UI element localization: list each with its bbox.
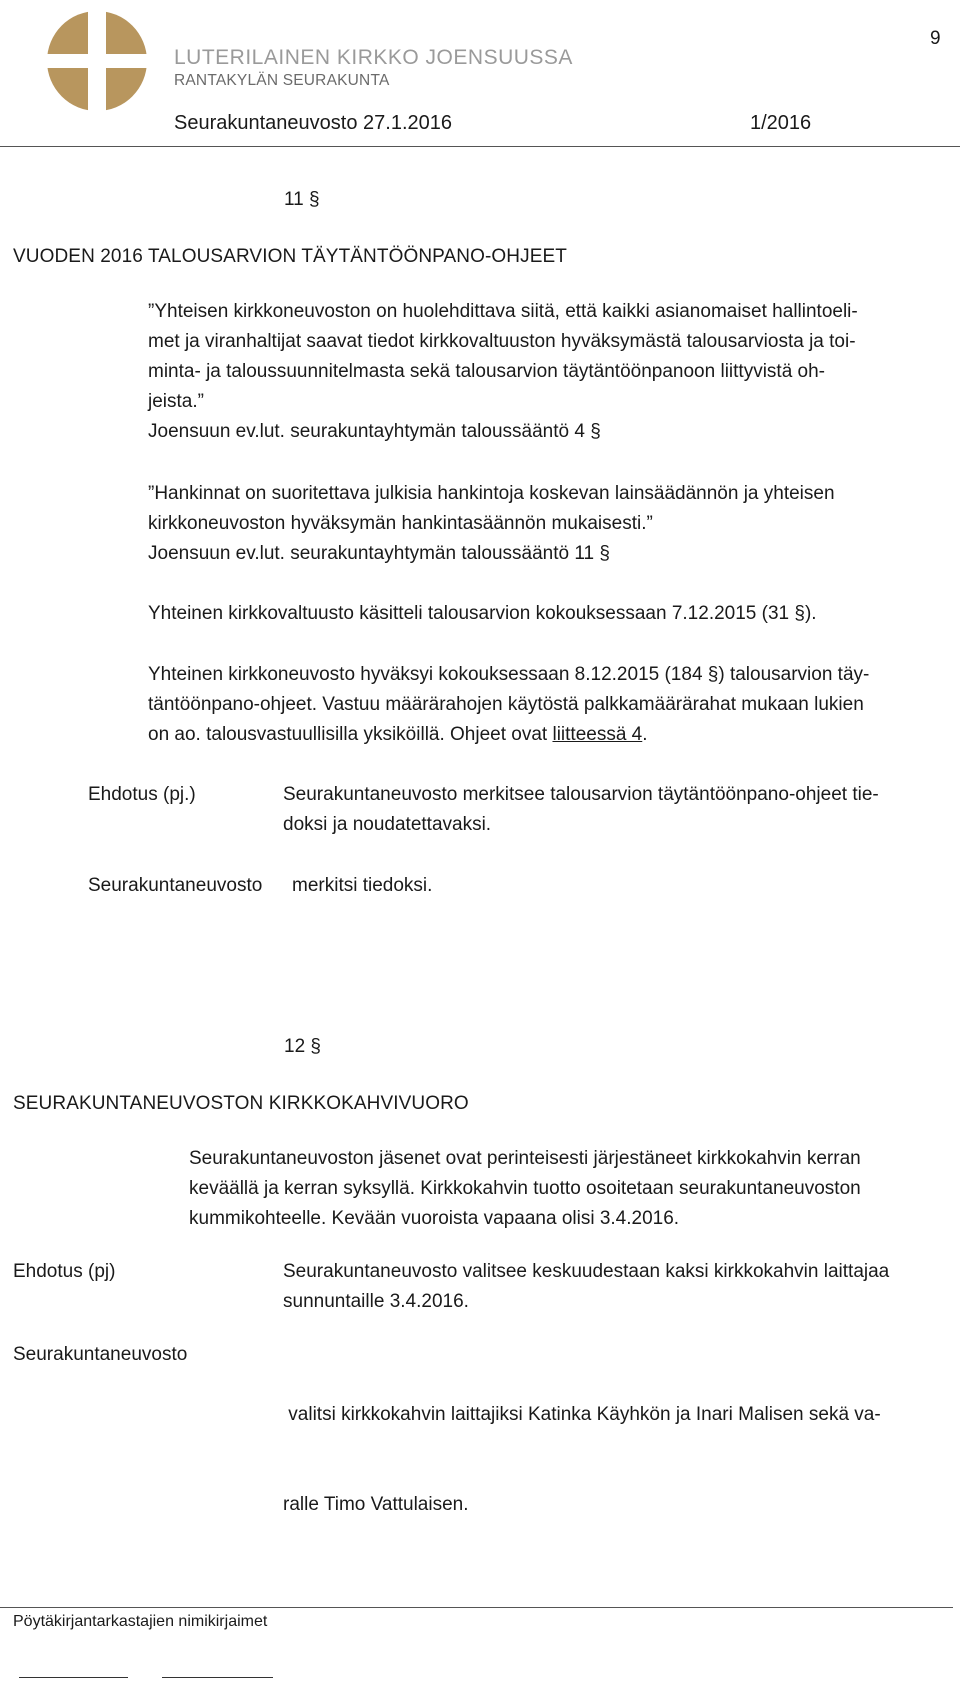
proposal-label: Ehdotus (pj.)	[88, 784, 196, 805]
text-line: täntöönpano-ohjeet. Vastuu määrärahojen käytöstä palkkamäärärahat mukaan lukien	[148, 694, 864, 715]
org-subname: RANTAKYLÄN SEURAKUNTA	[174, 72, 390, 89]
regulation-quote	[148, 297, 858, 447]
regulation-quote	[148, 479, 835, 569]
text-line: Yhteinen kirkkoneuvosto hyväksyi kokouksessaan 8.12.2015 (184 §) talousarvion täy-	[148, 664, 870, 685]
text-line: met ja viranhaltijat saavat tiedot kirkkovaltuuston hyväksymästä talousarviosta ja toi-	[148, 331, 856, 352]
text-line: valitsi kirkkokahvin laittajiksi Katinka Käyhkön ja Inari Malisen sekä va-	[283, 1404, 881, 1425]
proposal-text	[283, 1257, 889, 1317]
text-line: minta- ja taloussuunnitelmasta sekä talousarvion täytäntöönpanoon liittyvistä oh-	[148, 361, 825, 382]
section-heading: SEURAKUNTANEUVOSTON KIRKKOKAHVIVUORO	[13, 1093, 469, 1114]
parish-logo-icon	[46, 10, 148, 112]
decision-text	[283, 1340, 881, 1550]
section-number: 12 §	[284, 1036, 321, 1057]
org-name: LUTERILAINEN KIRKKO JOENSUUSSA	[174, 46, 573, 69]
header-divider	[0, 146, 960, 147]
signature-label: Pöytäkirjantarkastajien nimikirjaimet	[13, 1613, 268, 1630]
text-line: Seurakuntaneuvosto valitsee keskuudestaan kaksi kirkkokahvin laittajaa	[283, 1261, 890, 1282]
text-line: sunnuntaille 3.4.2016.	[283, 1291, 469, 1312]
text-line: jeista.”	[148, 391, 204, 412]
quote-source: Joensuun ev.lut. seurakuntayhtymän taloussääntö 11 §	[148, 543, 610, 564]
text-segment: on ao. talousvastuullisilla yksiköillä. Ohjeet ovat	[148, 724, 553, 745]
text-line: keväällä ja kerran syksyllä. Kirkkokahvin tuotto osoitetaan seurakuntaneuvoston	[189, 1178, 861, 1199]
proposal-text	[283, 780, 879, 840]
paragraph: Yhteinen kirkkovaltuusto käsitteli talousarvion kokouksessaan 7.12.2015 (31 §).	[148, 603, 817, 624]
decision-label: Seurakuntaneuvosto	[88, 875, 263, 896]
proposal-label: Ehdotus (pj)	[13, 1261, 116, 1282]
text-line: doksi ja noudatettavaksi.	[283, 814, 492, 835]
text-line: ”Hankinnat on suoritettava julkisia hankintoja koskevan lainsäädännön ja yhteisen	[148, 483, 835, 504]
paragraph	[148, 660, 869, 750]
page-number: 9	[930, 28, 941, 49]
text-line: Seurakuntaneuvoston jäsenet ovat perinteisesti järjestäneet kirkkokahvin kerran	[189, 1148, 861, 1169]
decision-text: merkitsi tiedoksi.	[292, 875, 433, 896]
signature-line	[19, 1677, 128, 1678]
attachment-link[interactable]: liitteessä 4	[552, 724, 643, 745]
issue-number: 1/2016	[750, 112, 812, 134]
signature-line	[162, 1677, 273, 1678]
paragraph	[189, 1144, 861, 1234]
text-line: ralle Timo Vattulaisen.	[283, 1494, 469, 1515]
text-line: Seurakuntaneuvosto merkitsee talousarvion täytäntöönpano-ohjeet tie-	[283, 784, 879, 805]
text-line	[148, 720, 869, 750]
section-number: 11 §	[284, 189, 320, 210]
text-segment: .	[642, 724, 648, 745]
decision-label: Seurakuntaneuvosto	[13, 1344, 188, 1365]
footer-divider	[0, 1607, 953, 1608]
text-line: ”Yhteisen kirkkoneuvoston on huolehdittava siitä, että kaikki asianomaiset hallintoeli-	[148, 301, 858, 322]
text-line: kirkkoneuvoston hyväksymän hankintasäännön mukaisesti.”	[148, 513, 653, 534]
quote-source: Joensuun ev.lut. seurakuntayhtymän taloussääntö 4 §	[148, 421, 601, 442]
meeting-title: Seurakuntaneuvosto 27.1.2016	[174, 112, 452, 134]
text-line: kummikohteelle. Kevään vuoroista vapaana olisi 3.4.2016.	[189, 1208, 680, 1229]
section-heading: VUODEN 2016 TALOUSARVION TÄYTÄNTÖÖNPANO-OHJEET	[13, 246, 567, 267]
